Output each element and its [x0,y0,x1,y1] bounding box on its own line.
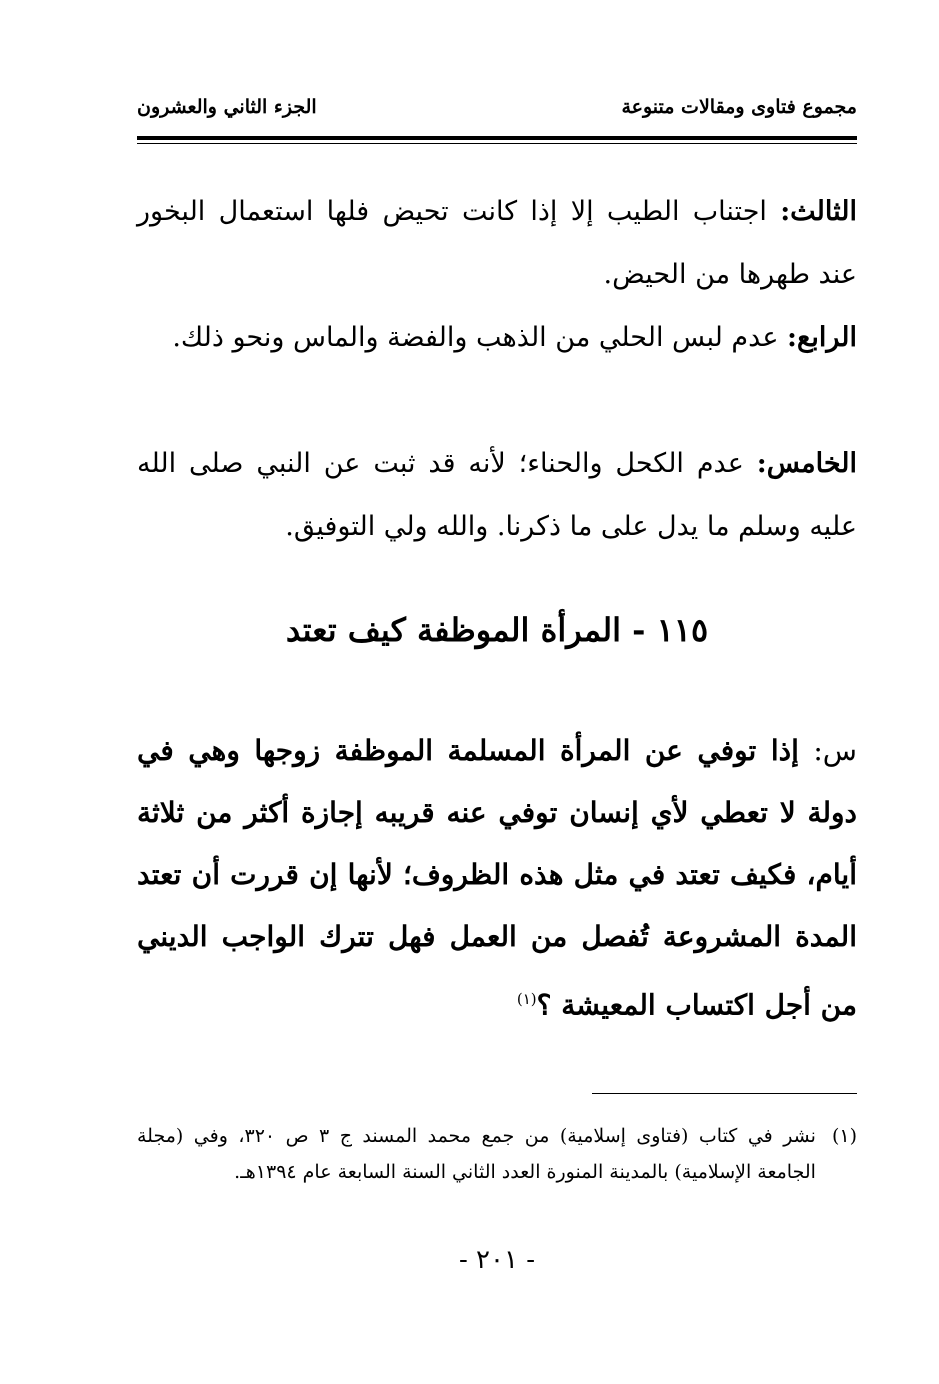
volume-label: الجزء الثاني والعشرون [137,96,317,118]
paragraph-text: اجتناب الطيب إلا إذا كانت تحيض فلها استعمال البخور عند طهرها من الحيض. [137,196,857,290]
question-text: إذا توفي عن المرأة المسلمة الموظفة زوجها وهي في دولة لا تعطي لأي إنسان توفي عنه قريبه إجازة أكثر من ثلاثة أيام، فكيف تعتد في مثل هذه الظروف؛ لأنها إن قررت أن تعتد المدة المشروعة تُفصل من العمل فهل تترك الواجب الديني من أجل اكتساب المعيشة ؟ [137,734,857,1022]
paragraph-fourth [137,306,857,369]
header-rule-thick [137,136,857,140]
paragraph-fifth [137,432,857,558]
paragraph-lead: الرابع: [787,322,857,353]
paragraph-third [137,180,857,306]
footnote [137,1118,857,1190]
header-rule-thin [137,143,857,144]
book-title: مجموع فتاوى ومقالات متنوعة [621,96,857,118]
paragraph-text: عدم لبس الحلي من الذهب والفضة والماس ونحو ذلك. [172,322,788,353]
page-number: - ٢٠١ - [458,1245,536,1275]
footnote-separator [592,1093,857,1094]
footnote-number: (١) [831,1125,857,1147]
paragraph-lead: الثالث: [780,196,857,227]
question-block [137,720,857,1036]
running-header [137,96,857,136]
paragraph-lead: الخامس: [756,448,857,479]
footnote-text: نشر في كتاب (فتاوى إسلامية) من جمع محمد المسند ج ٣ ص ٣٢٠، وفي (مجلة الجامعة الإسلامية) بالمدينة المنورة العدد الثاني السنة السابعة عام ١٣٩٤هـ. [137,1125,816,1183]
paragraph-text: عدم الكحل والحناء؛ لأنه قد ثبت عن النبي صلى الله عليه وسلم ما يدل على ما ذكرنا. والله ولي التوفيق. [137,448,857,542]
question-prefix: س: [813,734,857,767]
section-title: ١١٥ - المرأة الموظفة كيف تعتد [285,611,709,649]
footnote-reference: (١) [516,990,537,1008]
